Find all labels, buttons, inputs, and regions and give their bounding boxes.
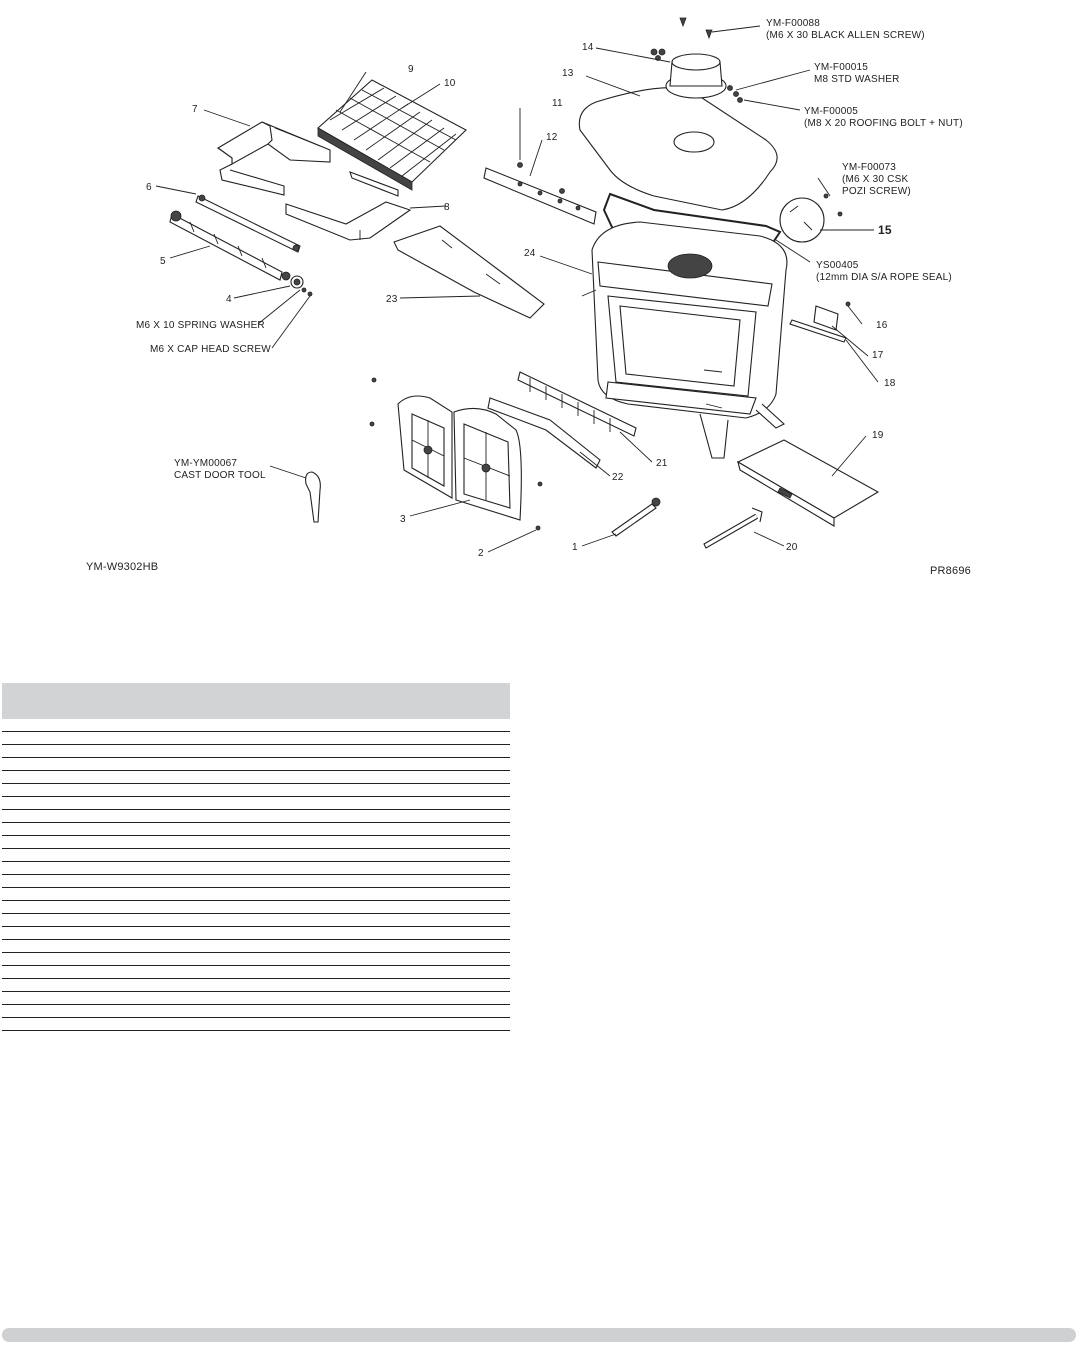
callout-19: 19 xyxy=(872,430,884,441)
bolt-desc: (M8 X 20 ROOFING BOLT + NUT) xyxy=(804,118,963,129)
parts-table-body xyxy=(2,719,510,1031)
callout-17: 17 xyxy=(872,350,884,361)
washer-desc: M8 STD WASHER xyxy=(814,74,900,85)
callout-23: 23 xyxy=(386,294,398,305)
part-5-riddle-bar xyxy=(170,211,290,280)
table-row xyxy=(2,719,510,732)
callout-21: 21 xyxy=(656,458,668,469)
table-row xyxy=(2,771,510,784)
part-13-top-plate xyxy=(579,88,777,210)
cast-door-tool xyxy=(306,472,321,522)
parts-table xyxy=(2,683,510,1031)
table-row xyxy=(2,1005,510,1018)
pozi-code: YM-F00073 xyxy=(842,162,897,173)
callout-13: 13 xyxy=(562,68,574,79)
table-row xyxy=(2,810,510,823)
table-row xyxy=(2,875,510,888)
table-row xyxy=(2,836,510,849)
allen-screw-code: YM-F00088 xyxy=(766,18,821,29)
callout-20: 20 xyxy=(786,542,798,553)
callout-5: 5 xyxy=(160,256,166,267)
table-row xyxy=(2,862,510,875)
parts-table-header xyxy=(2,683,510,719)
table-row xyxy=(2,992,510,1005)
callout-9: 9 xyxy=(408,64,414,75)
part-3-doors xyxy=(370,378,542,530)
allen-screw-desc: (M6 X 30 BLACK ALLEN SCREW) xyxy=(766,30,925,41)
callout-6: 6 xyxy=(146,182,152,193)
page-footer-bar xyxy=(2,1328,1076,1342)
table-row xyxy=(2,901,510,914)
part-20-poker xyxy=(704,508,762,548)
table-row xyxy=(2,953,510,966)
callout-24: 24 xyxy=(524,248,536,259)
exploded-parts-diagram xyxy=(0,0,1078,600)
part-7-frame xyxy=(218,122,330,195)
callout-2: 2 xyxy=(478,548,484,559)
cap-screw-label: M6 X CAP HEAD SCREW xyxy=(150,344,271,355)
callout-7: 7 xyxy=(192,104,198,115)
callout-12: 12 xyxy=(546,132,558,143)
callout-18: 18 xyxy=(884,378,896,389)
part-8-frame xyxy=(286,172,410,240)
callout-14: 14 xyxy=(582,42,594,53)
part-1-handle xyxy=(612,498,660,536)
callout-1: 1 xyxy=(572,542,578,553)
table-row xyxy=(2,745,510,758)
table-row xyxy=(2,914,510,927)
rope-seal-code: YS00405 xyxy=(816,260,859,271)
callout-10: 10 xyxy=(444,78,456,89)
washer-code: YM-F00015 xyxy=(814,62,869,73)
callout-11: 11 xyxy=(552,98,563,109)
table-row xyxy=(2,758,510,771)
callout-22: 22 xyxy=(612,472,624,483)
pozi-desc-1: (M6 X 30 CSK xyxy=(842,174,909,185)
table-row xyxy=(2,927,510,940)
bolt-code: YM-F00005 xyxy=(804,106,859,117)
rope-seal-desc: (12mm DIA S/A ROPE SEAL) xyxy=(816,272,952,283)
callout-8: 8 xyxy=(444,202,450,213)
drawing-reference: PR8696 xyxy=(930,565,971,577)
table-row xyxy=(2,940,510,953)
table-row xyxy=(2,888,510,901)
door-tool-code: YM-YM00067 xyxy=(174,458,238,469)
part-4-knob xyxy=(291,276,312,296)
table-row xyxy=(2,979,510,992)
spring-washer-label: M6 X 10 SPRING WASHER xyxy=(136,320,265,331)
model-code: YM-W9302HB xyxy=(86,561,159,573)
part-15-disc xyxy=(780,194,842,242)
part-23-baffle xyxy=(394,226,544,318)
callout-16: 16 xyxy=(876,320,888,331)
callout-4: 4 xyxy=(226,294,232,305)
callout-15: 15 xyxy=(878,223,892,237)
part-9-10-grate xyxy=(318,80,466,190)
table-row xyxy=(2,849,510,862)
part-12-plate xyxy=(484,163,596,225)
callout-3: 3 xyxy=(400,514,406,525)
pozi-desc-2: POZI SCREW) xyxy=(842,186,911,197)
table-row xyxy=(2,797,510,810)
table-row xyxy=(2,732,510,745)
part-17-plate xyxy=(814,302,850,330)
table-row xyxy=(2,784,510,797)
table-row xyxy=(2,823,510,836)
table-row xyxy=(2,1018,510,1031)
door-tool-desc: CAST DOOR TOOL xyxy=(174,470,266,481)
table-row xyxy=(2,966,510,979)
